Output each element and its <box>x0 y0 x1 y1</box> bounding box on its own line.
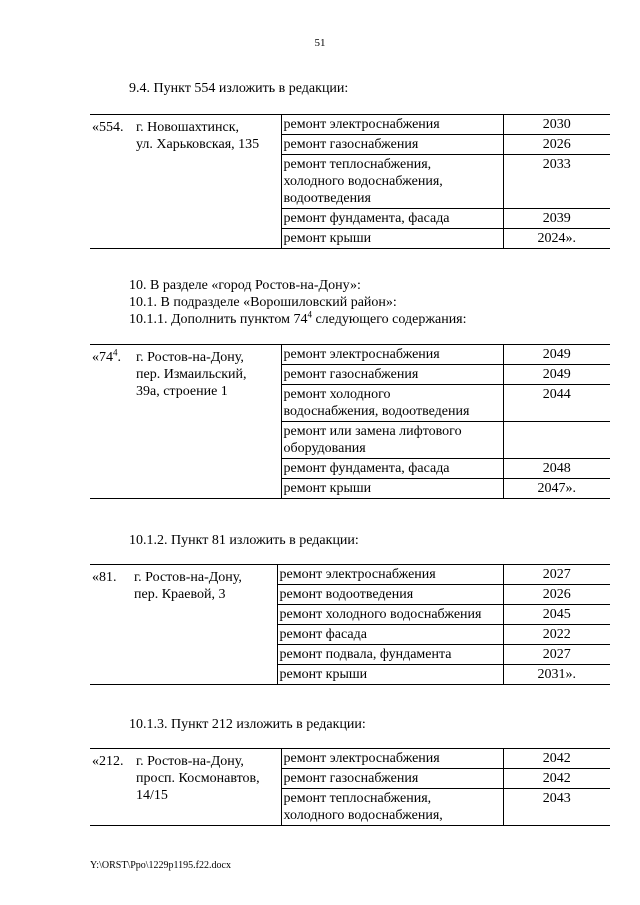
work-year: 2031». <box>503 665 610 685</box>
work-type: ремонт теплоснабжения, холодного водоснабжения, водоотведения <box>281 155 503 209</box>
work-year: 2047». <box>503 479 610 499</box>
work-year: 2042 <box>503 769 610 789</box>
work-type: ремонт газоснабжения <box>281 769 503 789</box>
work-type: ремонт электроснабжения <box>277 565 503 585</box>
work-year: 2026 <box>503 585 610 605</box>
work-type: ремонт газоснабжения <box>281 135 503 155</box>
item-address: г. Ростов-на-Дону, пер. Измаильский, 39а, строение 1 <box>132 345 281 499</box>
table-item-81 <box>90 564 610 685</box>
work-year: 2033 <box>503 155 610 209</box>
work-type: ремонт фасада <box>277 625 503 645</box>
work-year: 2039 <box>503 209 610 229</box>
work-year: 2043 <box>503 789 610 826</box>
work-type: ремонт газоснабжения <box>281 365 503 385</box>
work-year: 2027 <box>503 565 610 585</box>
work-year: 2049 <box>503 365 610 385</box>
paragraph-10-1-2: 10.1.2. Пункт 81 изложить в редакции: <box>129 533 359 548</box>
work-type: ремонт электроснабжения <box>281 749 503 769</box>
work-type: ремонт холодного водоснабжения, водоотведения <box>281 385 503 422</box>
table-item-74-4 <box>90 344 610 499</box>
work-year: 2049 <box>503 345 610 365</box>
item-address: г. Ростов-на-Дону, просп. Космонавтов, 14/15 <box>132 749 281 826</box>
paragraph-9-4: 9.4. Пункт 554 изложить в редакции: <box>129 81 349 96</box>
item-number: «554. <box>90 115 132 249</box>
work-year: 2048 <box>503 459 610 479</box>
paragraph-10: 10. В разделе «город Ростов-на-Дону»: <box>129 278 361 293</box>
file-path-footer: Y:\ORST\Ppo\1229p1195.f22.docx <box>90 860 231 871</box>
work-year: 2026 <box>503 135 610 155</box>
work-type: ремонт фундамента, фасада <box>281 209 503 229</box>
work-year: 2022 <box>503 625 610 645</box>
work-year: 2030 <box>503 115 610 135</box>
work-type: ремонт теплоснабжения, холодного водоснабжения, <box>281 789 503 826</box>
work-type: ремонт крыши <box>277 665 503 685</box>
paragraph-10-1: 10.1. В подразделе «Ворошиловский район»: <box>129 295 397 310</box>
work-type: ремонт фундамента, фасада <box>281 459 503 479</box>
work-year: 2024». <box>503 229 610 249</box>
paragraph-10-1-1: 10.1.1. Дополнить пунктом $74^4$ следующего содержания: <box>129 309 467 327</box>
page-number: 51 <box>314 37 326 49</box>
work-type: ремонт электроснабжения <box>281 115 503 135</box>
work-type: ремонт крыши <box>281 229 503 249</box>
item-number: «81. <box>90 565 130 685</box>
work-type: ремонт подвала, фундамента <box>277 645 503 665</box>
item-number: «212. <box>90 749 132 826</box>
work-year: 2027 <box>503 645 610 665</box>
paragraph-10-1-3: 10.1.3. Пункт 212 изложить в редакции: <box>129 717 366 732</box>
item-address: г. Новошахтинск, ул. Харьковская, 135 <box>132 115 281 249</box>
work-year <box>503 422 610 459</box>
work-year: 2045 <box>503 605 610 625</box>
table-item-212 <box>90 748 610 826</box>
item-address: г. Ростов-на-Дону, пер. Краевой, 3 <box>130 565 277 685</box>
work-type: ремонт холодного водоснабжения <box>277 605 503 625</box>
work-year: 2042 <box>503 749 610 769</box>
work-type: ремонт крыши <box>281 479 503 499</box>
work-year: 2044 <box>503 385 610 422</box>
work-type: ремонт или замена лифтового оборудования <box>281 422 503 459</box>
work-type: ремонт водоотведения <box>277 585 503 605</box>
item-number: «$74^4$. <box>90 345 132 499</box>
work-type: ремонт электроснабжения <box>281 345 503 365</box>
table-item-554 <box>90 114 610 249</box>
